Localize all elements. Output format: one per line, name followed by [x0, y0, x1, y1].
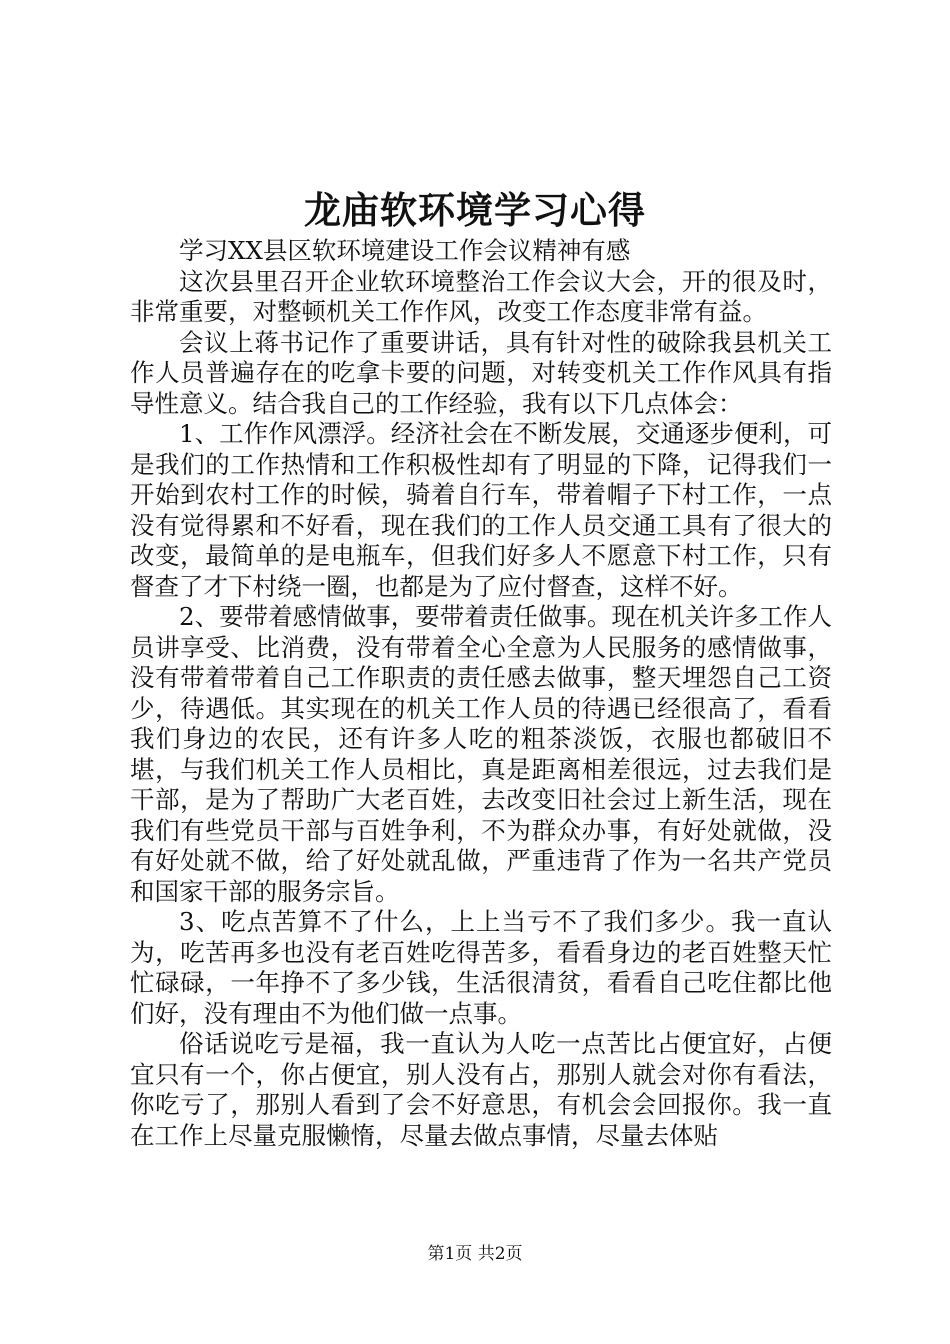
body-paragraph: 2、要带着感情做事，要带着责任做事。现在机关许多工作人员讲享受、比消费，没有带着全心全意为人民服务的感情做事，没有带着带着自己工作职责的责任感去做事，整天埋怨自己工资少，待遇低。其实现在的机关工作人员的待遇已经很高了，看看我们身边的农民，还有许多人吃的粗茶淡饭，衣服也都破旧不堪，与我们机关工作人员相比，真是距离相差很远，过去我们是干部，是为了帮助广大老百姓，去改变旧社会过上新生活，现在我们有些党员干部与百姓争利，不为群众办事，有好处就做，没有好处就不做，给了好处就乱做，严重违背了作为一名共产党员和国家干部的服务宗旨。: [130, 602, 832, 906]
body-paragraph: 俗话说吃亏是福，我一直认为人吃一点苦比占便宜好，占便宜只有一个，你占便宜，别人没有占，那别人就会对你有看法，你吃亏了，那别人看到了会不好意思，有机会会回报你。我一直在工作上尽量克服懒惰，尽量去做点事情，尽量去体贴: [130, 1029, 832, 1150]
subtitle-paragraph: 学习XX县区软环境建设工作会议精神有感: [179, 236, 631, 265]
body-paragraph: 1、工作作风漂浮。经济社会在不断发展，交通逐步便利，可是我们的工作热情和工作积极性却有了明显的下降，记得我们一开始到农村工作的时候，骑着自行车，带着帽子下村工作，一点没有觉得累和不好看，现在我们的工作人员交通工具有了很大的改变，最简单的是电瓶车，但我们好多人不愿意下村工作，只有督查了才下村绕一圈，也都是为了应付督查，这样不好。: [130, 419, 832, 601]
body-paragraph: 这次县里召开企业软环境整治工作会议大会，开的很及时，非常重要，对整顿机关工作作风，改变工作态度非常有益。: [130, 266, 832, 326]
document-body: [130, 236, 832, 1151]
page-title: 龙庙软环境学习心得: [304, 188, 646, 232]
body-paragraph: 会议上蒋书记作了重要讲话，具有针对性的破除我县机关工作人员普遍存在的吃拿卡要的问题，对转变机关工作作风具有指导性意义。结合我自己的工作经验，我有以下几点体会：: [130, 327, 832, 418]
body-paragraph: 3、吃点苦算不了什么，上上当亏不了我们多少。我一直认为，吃苦再多也没有老百姓吃得苦多，看看身边的老百姓整天忙忙碌碌，一年挣不了多少钱，生活很清贫，看看自己吃住都比他们好，没有理由不为他们做一点事。: [130, 907, 832, 1028]
page-footer: 第1页 共2页: [427, 1244, 523, 1264]
